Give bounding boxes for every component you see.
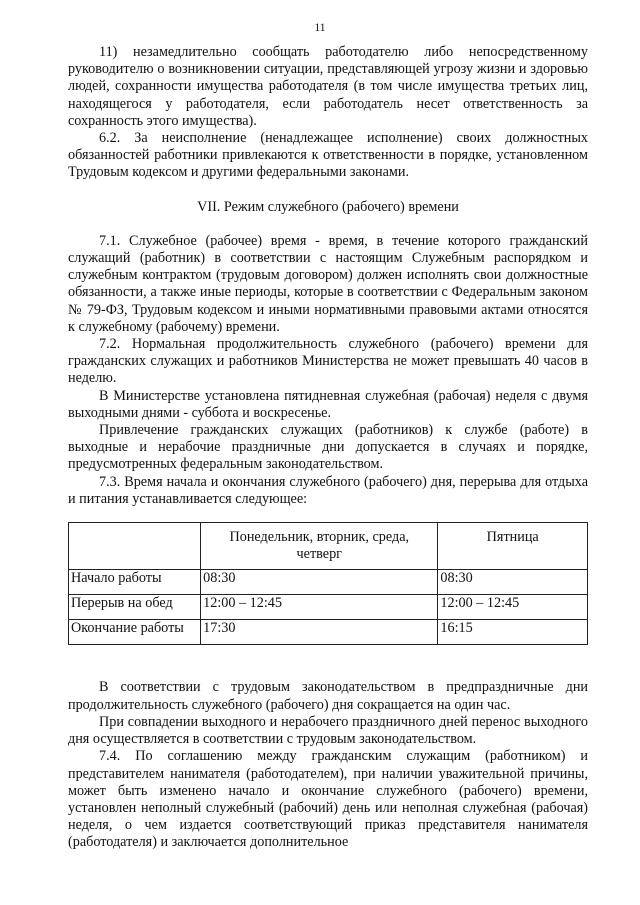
table-header-mon-thu: Понедельник, вторник, среда, четверг bbox=[201, 523, 438, 570]
table-header-empty bbox=[69, 523, 201, 570]
page-number: 11 bbox=[314, 22, 326, 34]
paragraph-weekend-work: Привлечение гражданских служащих (работников) к службе (работе) в выходные и нерабочие праздничные дни допускается в случаях и порядке, предусмотренных федеральным законодательством. bbox=[68, 422, 588, 473]
row-label: Начало работы bbox=[69, 570, 201, 595]
row-label: Окончание работы bbox=[69, 620, 201, 645]
fri-time: 08:30 bbox=[438, 570, 588, 595]
table-row bbox=[69, 570, 588, 595]
document-body bbox=[68, 44, 588, 852]
mon-thu-time: 08:30 bbox=[201, 570, 438, 595]
paragraph-7-4: 7.4. По соглашению между гражданским служащим (работником) и представителем нанимателя (работодателем), при наличии уважительной причины, может быть изменено начало и окончание служебного (рабочего) времени, установлен неполный служебный (рабочий) день или неполная служебная (рабочая) неделя, о чем издается соответствующий приказ представителя нанимателя (работодателя) и заключается дополнительное bbox=[68, 748, 588, 851]
paragraph-item-11: 11) незамедлительно сообщать работодателю либо непосредственному руководителю о возникновении ситуации, представляющей угрозу жизни и здоровью людей, сохранности имущества работодателя (в том числе имущества третьих лиц, находящегося у работодателя, если работодатель несет ответственность за сохранность этого имущества). bbox=[68, 44, 588, 129]
paragraph-preholiday: В соответствии с трудовым законодательством в предпраздничные дни продолжительность служебного (рабочего) дня сокращается на один час. bbox=[68, 679, 588, 713]
schedule-table bbox=[68, 522, 588, 645]
paragraph-7-2: 7.2. Нормальная продолжительность служебного (рабочего) времени для гражданских служащих и работников Министерства не может превышать 40 часов в неделю. bbox=[68, 336, 588, 387]
fri-time: 16:15 bbox=[438, 620, 588, 645]
table-row bbox=[69, 595, 588, 620]
mon-thu-time: 12:00 – 12:45 bbox=[201, 595, 438, 620]
paragraph-five-day-week: В Министерстве установлена пятидневная служебная (рабочая) неделя с двумя выходными днями - суббота и воскресенье. bbox=[68, 387, 588, 421]
mon-thu-time: 17:30 bbox=[201, 620, 438, 645]
paragraph-7-3: 7.3. Время начала и окончания служебного (рабочего) дня, перерыва для отдыха и питания устанавливается следующее: bbox=[68, 473, 588, 507]
table-row bbox=[69, 620, 588, 645]
row-label: Перерыв на обед bbox=[69, 595, 201, 620]
paragraph-6-2: 6.2. За неисполнение (ненадлежащее исполнение) своих должностных обязанностей работники привлекаются к ответственности в порядке, установленном Трудовым кодексом и другими федеральными законами. bbox=[68, 130, 588, 181]
paragraph-day-off-transfer: При совпадении выходного и нерабочего праздничного дней перенос выходного дня осуществляется в соответствии с трудовым законодательством. bbox=[68, 713, 588, 748]
fri-time: 12:00 – 12:45 bbox=[438, 595, 588, 620]
table-header-row bbox=[69, 523, 588, 570]
table-header-fri: Пятница bbox=[438, 523, 588, 570]
section-heading: VII. Режим служебного (рабочего) времени bbox=[197, 198, 459, 215]
paragraph-7-1: 7.1. Служебное (рабочее) время - время, в течение которого гражданский служащий (работник) в соответствии с настоящим Служебным распорядком и служебным контрактом (трудовым договором) должен исполнять свои должностные обязанности, а также иные периоды, которые в соответствии с Федеральным законом № 79-ФЗ, Трудовым кодексом и иными нормативными правовыми актами относятся к служебному (рабочему) времени. bbox=[68, 232, 588, 335]
